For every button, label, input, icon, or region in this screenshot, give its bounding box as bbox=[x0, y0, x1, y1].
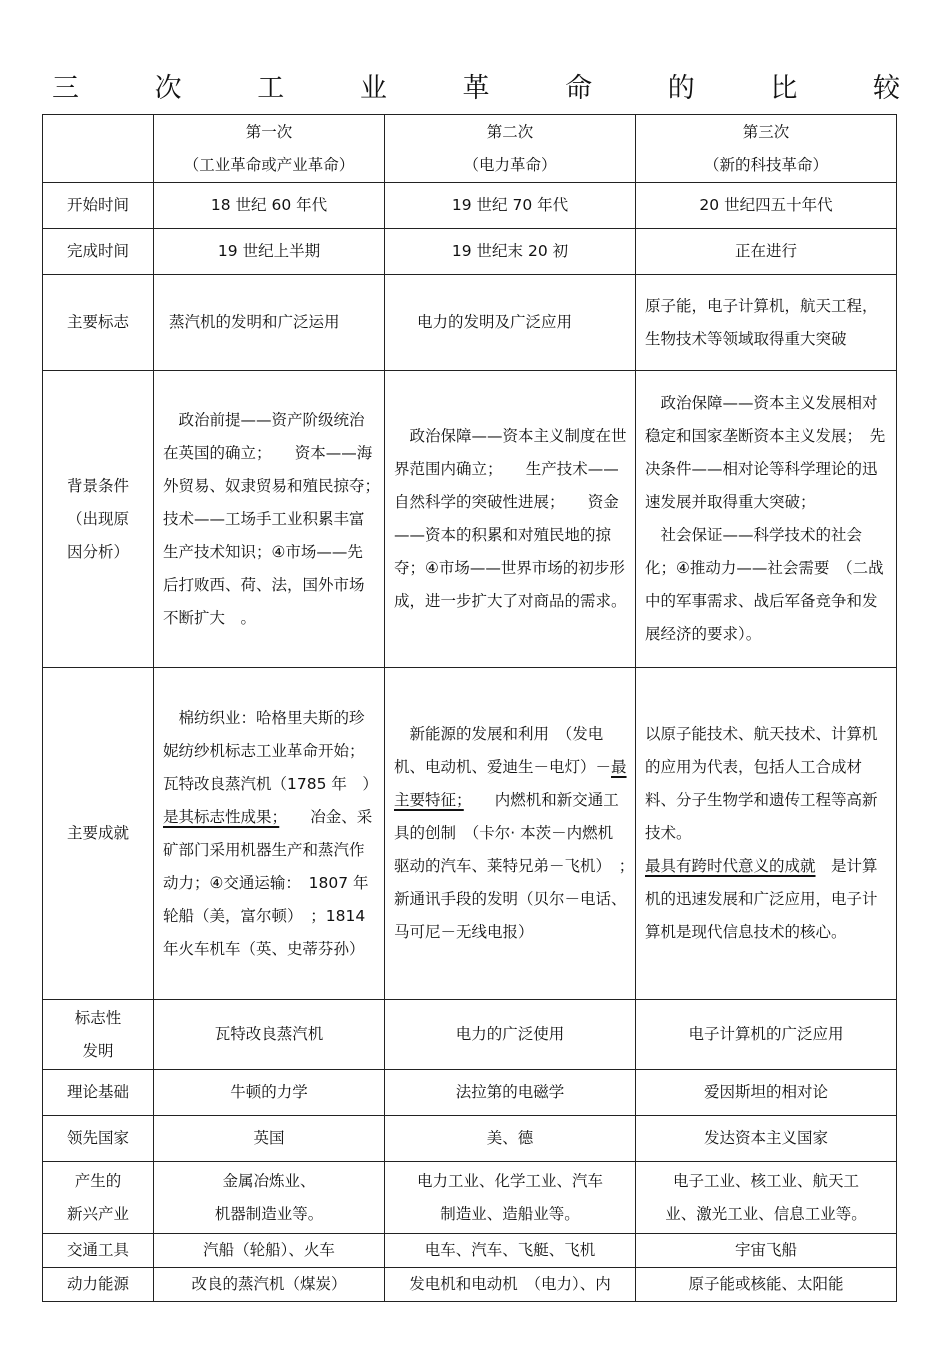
row-label: 动力能源 bbox=[43, 1268, 154, 1302]
title-char: 的 bbox=[667, 73, 695, 104]
header-first-title: 第一次 bbox=[245, 122, 293, 141]
cell-first: 蒸汽机的发明和广泛运用 bbox=[154, 275, 385, 371]
title-char: 命 bbox=[565, 73, 593, 104]
cell-third bbox=[636, 668, 897, 1000]
cell-first bbox=[154, 668, 388, 1000]
comparison-table bbox=[42, 114, 897, 1302]
row-label: 主要标志 bbox=[43, 275, 154, 371]
header-third bbox=[636, 115, 897, 183]
cell-second bbox=[385, 1162, 636, 1234]
cell-line: 业、激光工业、信息工业等。 bbox=[665, 1204, 867, 1223]
underlined-text: 最具有跨时代意义的成就 bbox=[645, 857, 816, 875]
cell-second: 电力的发明及广泛应用 bbox=[385, 275, 636, 371]
underlined-text: 最主要特征； bbox=[394, 758, 627, 809]
cell-second: 法拉第的电磁学 bbox=[385, 1070, 636, 1116]
cell-second: 美、德 bbox=[385, 1116, 636, 1162]
header-second-subtitle: （电力革命） bbox=[463, 155, 557, 174]
header-first-subtitle: （工业革命或产业革命） bbox=[183, 155, 355, 174]
cell-text: 以原子能技术、航天技术、计算机的应用为代表，包括人工合成材料、分子生物学和遗传工程等高新技术。 bbox=[645, 725, 878, 842]
header-second-title: 第二次 bbox=[486, 122, 534, 141]
cell-paragraph: 政治保障——资本主义发展相对稳定和国家垄断资本主义发展； 先决条件——相对论等科学理论的迅速发展并取得重大突破； bbox=[645, 394, 886, 511]
row-new-industry bbox=[43, 1162, 897, 1234]
cell-paragraph: 社会保证——科学技术的社会化；④推动力——社会需要 （二战中的军事需求、战后军备竞争和发展经济的要求）。 bbox=[645, 526, 884, 643]
cell-third bbox=[636, 371, 897, 668]
page-title bbox=[52, 66, 900, 106]
header-third-title: 第三次 bbox=[742, 122, 790, 141]
header-third-subtitle: （新的科技革命） bbox=[703, 155, 828, 174]
cell-third: 正在进行 bbox=[636, 229, 897, 275]
cell-third: 电子计算机的广泛应用 bbox=[636, 1000, 897, 1070]
cell-line: 电力工业、化学工业、汽车 bbox=[416, 1171, 603, 1190]
row-main-sign bbox=[43, 275, 897, 371]
cell-second: 电力的广泛使用 bbox=[385, 1000, 636, 1070]
cell-third: 原子能或核能、太阳能 bbox=[636, 1268, 897, 1302]
cell-first: 牛顿的力学 bbox=[154, 1070, 385, 1116]
row-energy bbox=[43, 1268, 897, 1302]
cell-first: 英国 bbox=[154, 1116, 385, 1162]
cell-third: 原子能，电子计算机，航天工程，生物技术等领域取得重大突破 bbox=[636, 275, 897, 371]
row-label: 交通工具 bbox=[43, 1234, 154, 1268]
cell-line: 电子工业、核工业、航天工 bbox=[672, 1171, 859, 1190]
header-empty-cell bbox=[43, 115, 154, 183]
cell-second: 电车、汽车、飞艇、飞机 bbox=[385, 1234, 636, 1268]
cell-first: 汽船（轮船）、火车 bbox=[154, 1234, 385, 1268]
cell-third: 20 世纪四五十年代 bbox=[636, 183, 897, 229]
row-label bbox=[43, 1000, 154, 1070]
cell-line: 机器制造业等。 bbox=[214, 1204, 324, 1223]
title-char: 革 bbox=[462, 73, 490, 104]
cell-third: 爱因斯坦的相对论 bbox=[636, 1070, 897, 1116]
row-label: 主要成就 bbox=[43, 668, 154, 1000]
cell-first: 18 世纪 60 年代 bbox=[154, 183, 385, 229]
cell-second: 政治保障——资本主义制度在世界范围内确立； 生产技术——自然科学的突破性进展； 资金——资本的积累和对殖民地的掠夺；④市场——世界市场的初步形成，进一步扩大了对商品的需求。 bbox=[385, 371, 636, 668]
cell-first: 瓦特改良蒸汽机 bbox=[154, 1000, 385, 1070]
cell-first: 改良的蒸汽机（煤炭） bbox=[154, 1268, 385, 1302]
header-first bbox=[154, 115, 385, 183]
title-char: 工 bbox=[257, 73, 285, 104]
row-label-line: 因分析） bbox=[66, 542, 129, 561]
cell-line: 制造业、造船业等。 bbox=[440, 1204, 580, 1223]
row-label-line: （出现原 bbox=[66, 509, 129, 528]
cell-first: 政治前提——资产阶级统治在英国的确立； 资本——海外贸易、奴隶贸易和殖民掠夺； 技术——工场手工业积累丰富生产技术知识；④市场——先后打败西、荷、法，国外市场不断扩大 。 bbox=[154, 371, 385, 668]
title-char: 比 bbox=[770, 73, 798, 104]
header-second bbox=[385, 115, 636, 183]
row-label-line: 发明 bbox=[82, 1041, 114, 1060]
cell-second: 发电机和电动机 （电力）、内 bbox=[385, 1268, 636, 1302]
title-char: 次 bbox=[154, 73, 182, 104]
row-label: 理论基础 bbox=[43, 1070, 154, 1116]
row-background bbox=[43, 371, 897, 668]
cell-third bbox=[636, 1162, 897, 1234]
title-char: 业 bbox=[359, 73, 387, 104]
underlined-text: 是其标志性成果； bbox=[163, 807, 280, 826]
cell-line: 金属冶炼业、 bbox=[222, 1171, 316, 1190]
row-label-line: 标志性 bbox=[74, 1008, 122, 1027]
row-achievements bbox=[43, 668, 897, 1000]
row-transport bbox=[43, 1234, 897, 1268]
row-finish-time bbox=[43, 229, 897, 275]
row-leading-country bbox=[43, 1116, 897, 1162]
cell-text: 棉纺织业：哈格里夫斯的珍妮纺纱机标志工业革命开始； 瓦特改良蒸汽机（1785 年 ） bbox=[163, 708, 388, 793]
cell-text: 新能源的发展和利用 （发电机、电动机、爱迪生－电灯）－ bbox=[394, 725, 612, 776]
cell-third: 发达资本主义国家 bbox=[636, 1116, 897, 1162]
row-label bbox=[43, 371, 154, 668]
title-char: 三 bbox=[52, 73, 79, 104]
cell-text: 内燃机和新交通工具的创制 （卡尔· 本茨－内燃机驱动的汽车、莱特兄弟－飞机） ； 新通讯手段的发明（贝尔－电话、马可尼－无线电报） bbox=[394, 791, 643, 941]
cell-second: 19 世纪 70 年代 bbox=[385, 183, 636, 229]
row-label: 开始时间 bbox=[43, 183, 154, 229]
cell-text: 是计算机的迅速发展和广泛应用，电子计算机是现代信息技术的核心。 bbox=[645, 857, 878, 941]
title-char: 较 bbox=[873, 73, 900, 104]
cell-first: 19 世纪上半期 bbox=[154, 229, 385, 275]
row-label bbox=[43, 1162, 154, 1234]
cell-second: 19 世纪末 20 初 bbox=[385, 229, 636, 275]
row-start-time bbox=[43, 183, 897, 229]
row-label-line: 背景条件 bbox=[66, 476, 129, 495]
cell-third: 宇宙飞船 bbox=[636, 1234, 897, 1268]
cell-first bbox=[154, 1162, 385, 1234]
row-invention bbox=[43, 1000, 897, 1070]
row-label-line: 新兴产业 bbox=[66, 1204, 129, 1223]
cell-second bbox=[385, 668, 643, 1000]
header-row bbox=[43, 115, 897, 183]
cell-text: 冶金、采矿部门采用机器生产和蒸汽作动力；④交通运输： 1807 年轮船（美，富尔顿） ；1814 年火车机车（英、史蒂芬孙） bbox=[163, 807, 373, 958]
row-label: 完成时间 bbox=[43, 229, 154, 275]
row-label-line: 产生的 bbox=[74, 1171, 122, 1190]
row-label: 领先国家 bbox=[43, 1116, 154, 1162]
row-theory bbox=[43, 1070, 897, 1116]
